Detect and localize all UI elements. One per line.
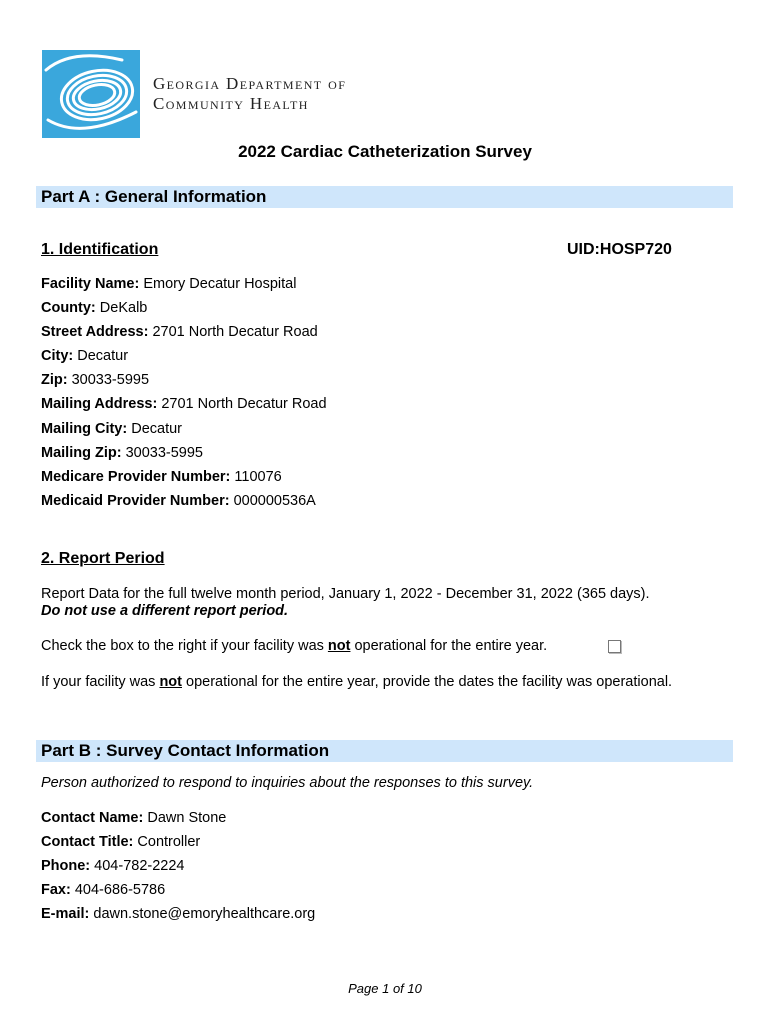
field-value: 404-782-2224 bbox=[94, 858, 185, 874]
contact-note: Person authorized to respond to inquiries about the responses to this survey. bbox=[41, 775, 534, 791]
field-street-address: Street Address: 2701 North Decatur Road bbox=[41, 324, 318, 340]
field-mailing-address: Mailing Address: 2701 North Decatur Road bbox=[41, 396, 327, 412]
part-a-heading: Part A : General Information bbox=[36, 186, 733, 208]
report-period-warning: Do not use a different report period. bbox=[41, 603, 289, 619]
field-value: Emory Decatur Hospital bbox=[143, 276, 297, 292]
field-value: 30033-5995 bbox=[71, 372, 150, 388]
field-value: 2701 North Decatur Road bbox=[161, 396, 327, 412]
field-zip: Zip: 30033-5995 bbox=[41, 372, 150, 388]
agency-name-line2: Community Health bbox=[153, 94, 309, 113]
field-email: E-mail: dawn.stone@emoryhealthcare.org bbox=[41, 906, 316, 922]
not-operational-check-text: Check the box to the right if your facility was not operational for the entire year. bbox=[41, 638, 548, 654]
emphasis-not: not bbox=[159, 674, 182, 690]
field-county: County: DeKalb bbox=[41, 300, 148, 316]
field-medicare-provider-number: Medicare Provider Number: 110076 bbox=[41, 469, 282, 485]
field-value: dawn.stone@emoryhealthcare.org bbox=[93, 906, 316, 922]
identification-heading: 1. Identification bbox=[41, 241, 159, 258]
part-b-heading: Part B : Survey Contact Information bbox=[36, 740, 733, 762]
field-value: 30033-5995 bbox=[125, 445, 203, 461]
field-city: City: Decatur bbox=[41, 348, 129, 364]
agency-logo bbox=[42, 50, 442, 140]
field-contact-name: Contact Name: Dawn Stone bbox=[41, 810, 227, 826]
operational-dates-text: If your facility was not operational for the entire year, provide the dates the facility was operational. bbox=[41, 674, 673, 690]
field-value: 404-686-5786 bbox=[74, 882, 166, 898]
field-phone: Phone: 404-782-2224 bbox=[41, 858, 185, 874]
dch-swirl-logo-icon bbox=[42, 50, 140, 138]
field-value: Dawn Stone bbox=[147, 810, 227, 826]
emphasis-not: not bbox=[327, 638, 351, 654]
field-facility-name: Facility Name: Emory Decatur Hospital bbox=[41, 276, 297, 292]
agency-name-line1: Georgia Department of bbox=[153, 74, 347, 93]
field-contact-title: Contact Title: Controller bbox=[41, 834, 201, 850]
field-value: Decatur bbox=[77, 348, 129, 364]
field-value: Controller bbox=[137, 834, 201, 850]
survey-title: 2022 Cardiac Catheterization Survey bbox=[238, 142, 532, 161]
not-operational-checkbox[interactable] bbox=[608, 640, 621, 653]
field-value: DeKalb bbox=[99, 300, 148, 316]
field-value: 2701 North Decatur Road bbox=[152, 324, 318, 340]
report-period-heading: 2. Report Period bbox=[41, 550, 165, 567]
field-fax: Fax: 404-686-5786 bbox=[41, 882, 166, 898]
field-mailing-city: Mailing City: Decatur bbox=[41, 421, 183, 437]
agency-name bbox=[153, 74, 346, 114]
field-value: Decatur bbox=[131, 421, 183, 437]
report-period-text: Report Data for the full twelve month period, January 1, 2022 - December 31, 2022 (365 days). bbox=[41, 586, 650, 602]
field-mailing-zip: Mailing Zip: 30033-5995 bbox=[41, 445, 203, 461]
field-medicaid-provider-number: Medicaid Provider Number: 000000536A bbox=[41, 493, 316, 509]
uid-label: UID:HOSP720 bbox=[567, 241, 672, 258]
page-number: Page 1 of 10 bbox=[348, 981, 422, 996]
field-value: 000000536A bbox=[233, 493, 316, 509]
field-value: 110076 bbox=[234, 469, 282, 485]
